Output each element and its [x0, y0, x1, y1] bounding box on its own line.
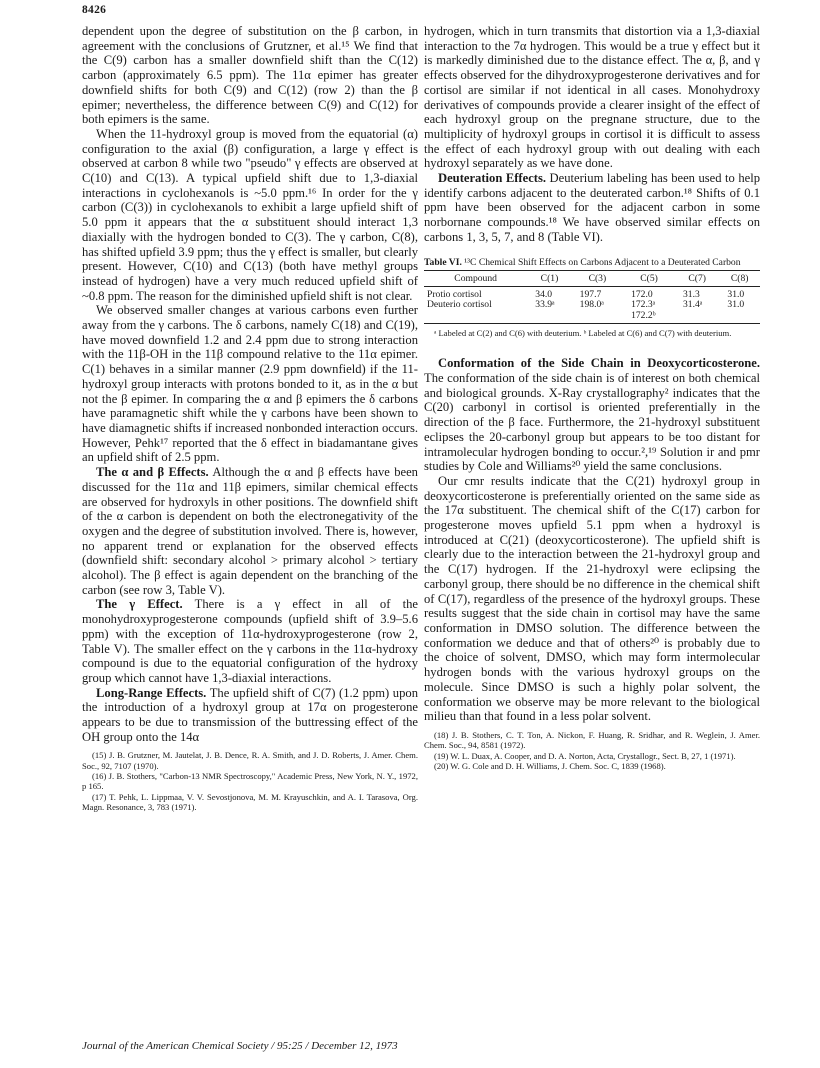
footnote: (16) J. B. Stothers, "Carbon-13 NMR Spectroscopy," Academic Press, New York, N. Y., 1972, p 165. [82, 771, 418, 792]
column-header: C(1) [527, 270, 571, 286]
paragraph-text: dependent upon the degree of substitution on the β carbon, in agreement with the conclusions of Grutzner, et al.¹⁵ We find that the C(9) carbon has a smaller downfield shift than the C(12) carbon (approximately 6.5 ppm). The 11α epimer has greater downfield shifts for both C(9) and C(12) (row 2) than the β epimer; nevertheless, the difference between C(9) and C(12) for both epimers is the same. [82, 24, 418, 127]
right-column [424, 24, 760, 771]
table-cell: 172.3ᵃ [631, 299, 656, 311]
paragraph [82, 686, 418, 745]
section-heading: The α and β Effects. [96, 465, 209, 480]
section-heading: Long-Range Effects. [96, 685, 207, 700]
paragraph-text: Our cmr results indicate that the C(21) hydroxyl group in deoxycorticosterone is preferentially oriented on the same side as the 17α substituent. The chemical shift of the C(17) carbon for progesterone moves upfield 5.1 ppm when a hydroxyl is introduced at C(21) (deoxycorticosterone). The upfield shift is clearly due to the interaction between the 21-hydroxyl group and the C(17) hydrogen. If the 21-hydroxyl were eclipsing the carbonyl group, there should be no difference in the chemical shift of C(17), regardless of the presence of the hydroxyl groups. These results suggest that the side chain in cortisol may have the same conformation in DMSO solution. The difference between the conformation we deduce and that of others²⁰ is probably due to the choice of solvent, DMSO, which may form intermolecular hydrogen bonds with the various hydroxyl groups on the molecule. Since DMSO is such a highly polar solvent, the conformation we observe may be more relevant to the biological milieu than that found in a less polar solvent. [424, 473, 760, 724]
table-label: Table VI. [424, 256, 462, 268]
table-cell: Deuterio cortisol [427, 299, 492, 311]
table-cell: 198.0ᵃ [579, 299, 604, 311]
table-cell [424, 311, 527, 324]
table-cell [572, 311, 623, 324]
column-header: C(8) [719, 270, 760, 286]
paragraph-text: There is a γ effect in all of the monohydroxyprogesterone compounds (upfield shift of 3.9–5.6 ppm) with the exception of 11α-hydroxyprogesterone (row 2, Table V). The smaller effect on the γ carbons in the 11α-hydroxy compound is due to the equatorial configuration of the hydroxy group which cannot have 1,3-diaxial interactions. [82, 597, 419, 685]
table-row [424, 311, 760, 324]
paragraph [424, 474, 760, 724]
footnote: (20) W. G. Cole and D. H. Williams, J. Chem. Soc. C, 1839 (1968). [434, 760, 666, 771]
table-footnote: ᵃ Labeled at C(2) and C(6) with deuterium. ᵇ Labeled at C(6) and C(7) with deuterium. [434, 328, 732, 339]
paragraph [82, 127, 418, 303]
table-cell [675, 311, 719, 324]
table-cell: 31.0 [727, 288, 745, 300]
paragraph-text: The conformation of the side chain is of interest on both chemical and biological grounds. X-Ray crystallography² indicates that the C(20) carbonyl in cortisol is oriented preferentially in the direction of the β face. Furthermore, the 21-hydroxyl substituent eclipses the 20-carbonyl group but appears to be too distant for intramolecular hydrogen bonding to occur.²,¹⁹ Solution ir and pmr studies by Cole and Williams²⁰ yield the same conclusions. [424, 371, 760, 474]
paragraph-text: The upfield shift of C(7) (1.2 ppm) upon the introduction of a hydroxyl group at 17α on progesterone appears to be due to transmission of the buttressing effect of the OH group onto the 14α [82, 685, 418, 744]
footnote: (19) W. L. Duax, A. Cooper, and D. A. Norton, Acta, Crystallogr., Sect. B, 27, 1 (1971). [434, 750, 736, 761]
footnote: (15) J. B. Grutzner, M. Jautelat, J. B. Dence, R. A. Smith, and J. D. Roberts, J. Amer. Chem. Soc., 92, 7107 (1970). [82, 750, 418, 771]
section-heading: Deuteration Effects. [438, 171, 547, 186]
left-column [82, 24, 418, 812]
table-cell: 34.0 [535, 288, 553, 300]
table-cell [719, 311, 760, 324]
section-heading: The γ Effect. [96, 597, 183, 612]
paragraph [424, 171, 760, 245]
journal-footer: Journal of the American Chemical Society / 95:25 / December 12, 1973 [82, 1040, 398, 1052]
column-header: C(5) [623, 270, 675, 286]
deuteration-table [424, 270, 760, 325]
table-cell: 172.0 [631, 288, 653, 300]
table-cell: 31.3 [682, 288, 700, 300]
column-header: Compound [424, 270, 527, 286]
table-row [424, 300, 760, 311]
left-body [82, 24, 418, 744]
footnote: (18) J. B. Stothers, C. T. Ton, A. Nickon, F. Huang, R. Sridhar, and R. Weglein, J. Amer. Chem. Soc., 94, 8581 (1972). [424, 729, 760, 751]
table-cell: Protio cortisol [427, 288, 482, 300]
paragraph-text: hydrogen, which in turn transmits that distortion via a 1,3-diaxial interaction to the 7α hydrogen. This would be a true γ effect but it is markedly diminished due to the distance effect. The α, β, and γ effects observed for the dihydroxyprogesterone derivatives and for cortisol are similar if not identical in all cases. Monohydroxy derivatives of compounds provide a clearer insight of the effect of each hydroxyl group on the pregnane structure, due to the multiplicity of hydroxyl groups in cortisol it is difficult to assess the effect of each hydroxyl group with out dealing with each hydroxyl separately as we have done. [424, 24, 760, 171]
footnotes-left [82, 750, 418, 812]
paragraph-text: Deuterium labeling has been used to help identify carbons adjacent to the deuterated carbon.¹⁸ Shifts of 0.1 ppm have been observed for the adjacent carbon in some norbornane compounds.¹⁸ We have observed similar effects on carbons 1, 3, 5, 7, and 8 (Table VI). [424, 171, 760, 244]
paragraph-text: We observed smaller changes at various carbons even further away from the γ carbons. The δ carbons, namely C(18) and C(19), have moved downfield 1.2 and 2.4 ppm due to strong interaction with the 11β-OH in the 11β compound relative to the 11α epimer. C(1) behaves in a similar manner (2.9 ppm downfield) if the 11-hydroxyl group interacts with protons bonded to it, as in the α but not the β epimer. In comparing the α and β epimers the δ carbons have paramagnetic shift while the γ carbons have been shown to have diamagnetic shifts if increased nonbonded interaction occurs. However, Pehk¹⁷ reported that the δ effect in biadamantane gives an upfield shift of 2.5 ppm. [82, 303, 418, 465]
column-header: C(7) [675, 270, 719, 286]
table-title: ¹³C Chemical Shift Effects on Carbons Adjacent to a Deuterated Carbon [464, 256, 741, 268]
paragraph [82, 303, 418, 465]
table-row [424, 286, 760, 300]
table-cell: 31.4ᵃ [682, 299, 703, 311]
paragraph-text: Although the α and β effects have been discussed for the 11α and 11β epimers, similar chemical effects are observed for hydroxyls in other positions. The downfield shift of the α carbon is dependent on both the electronegativity of the oxygen and the degree of substitution involved. There is, however, no apparent trend or explanation for the observed effects (downfield shift: secondary alcohol > primary alcohol > tertiary alcohol). The β effect is again dependent on the branching of the carbon (see row 3, Table V). [82, 465, 418, 597]
table-cell [527, 311, 571, 324]
footnotes-right [424, 730, 760, 771]
page-number: 8426 [82, 4, 107, 16]
table-cell: 197.7 [579, 288, 602, 300]
table-header-row [424, 270, 760, 286]
paragraph [82, 597, 418, 685]
paragraph [82, 465, 418, 597]
table-cell: 172.2ᵇ [623, 311, 675, 324]
paragraph-text: When the 11-hydroxyl group is moved from the equatorial (α) configuration to the axial (β) configuration, a large γ effect is observed at carbon 8 while two "pseudo" γ effects are observed at C(10) and C(13). A typical upfield shift due to 1,3-diaxial interactions in cyclohexanols is ~5.0 ppm.¹⁶ In order for the γ carbon (C(3)) in cyclohexanols to exhibit a large upfield shift of 5.0 ppm it appears that the α substituent should interact 1,3 diaxially with the hydrogen bonded to C(3). The γ carbon, C(8), has shifted upfield 3.9 ppm; thus the γ effect is smaller, but clearly present. However, C(10) and C(13) (both have methyl groups instead of hydrogen) have a very much reduced upfield shift of ~0.8 ppm. The reason for the diminished upfield shift is not clear. [82, 126, 418, 303]
table-cell: 31.0 [727, 299, 745, 311]
table-cell: 33.9ᵃ [535, 299, 555, 311]
footnote: (17) T. Pehk, L. Lippmaa, V. V. Sevostjonova, M. M. Krayuschkin, and A. I. Tarasova, Org. Magn. Resonance, 3, 783 (1971). [82, 791, 418, 812]
section-heading: Conformation of the Side Chain in Deoxycorticosterone. [438, 356, 760, 371]
paragraph [82, 24, 418, 127]
column-header: C(3) [572, 270, 623, 286]
paragraph [424, 24, 760, 171]
table-caption [424, 257, 760, 268]
paragraph [424, 356, 760, 474]
